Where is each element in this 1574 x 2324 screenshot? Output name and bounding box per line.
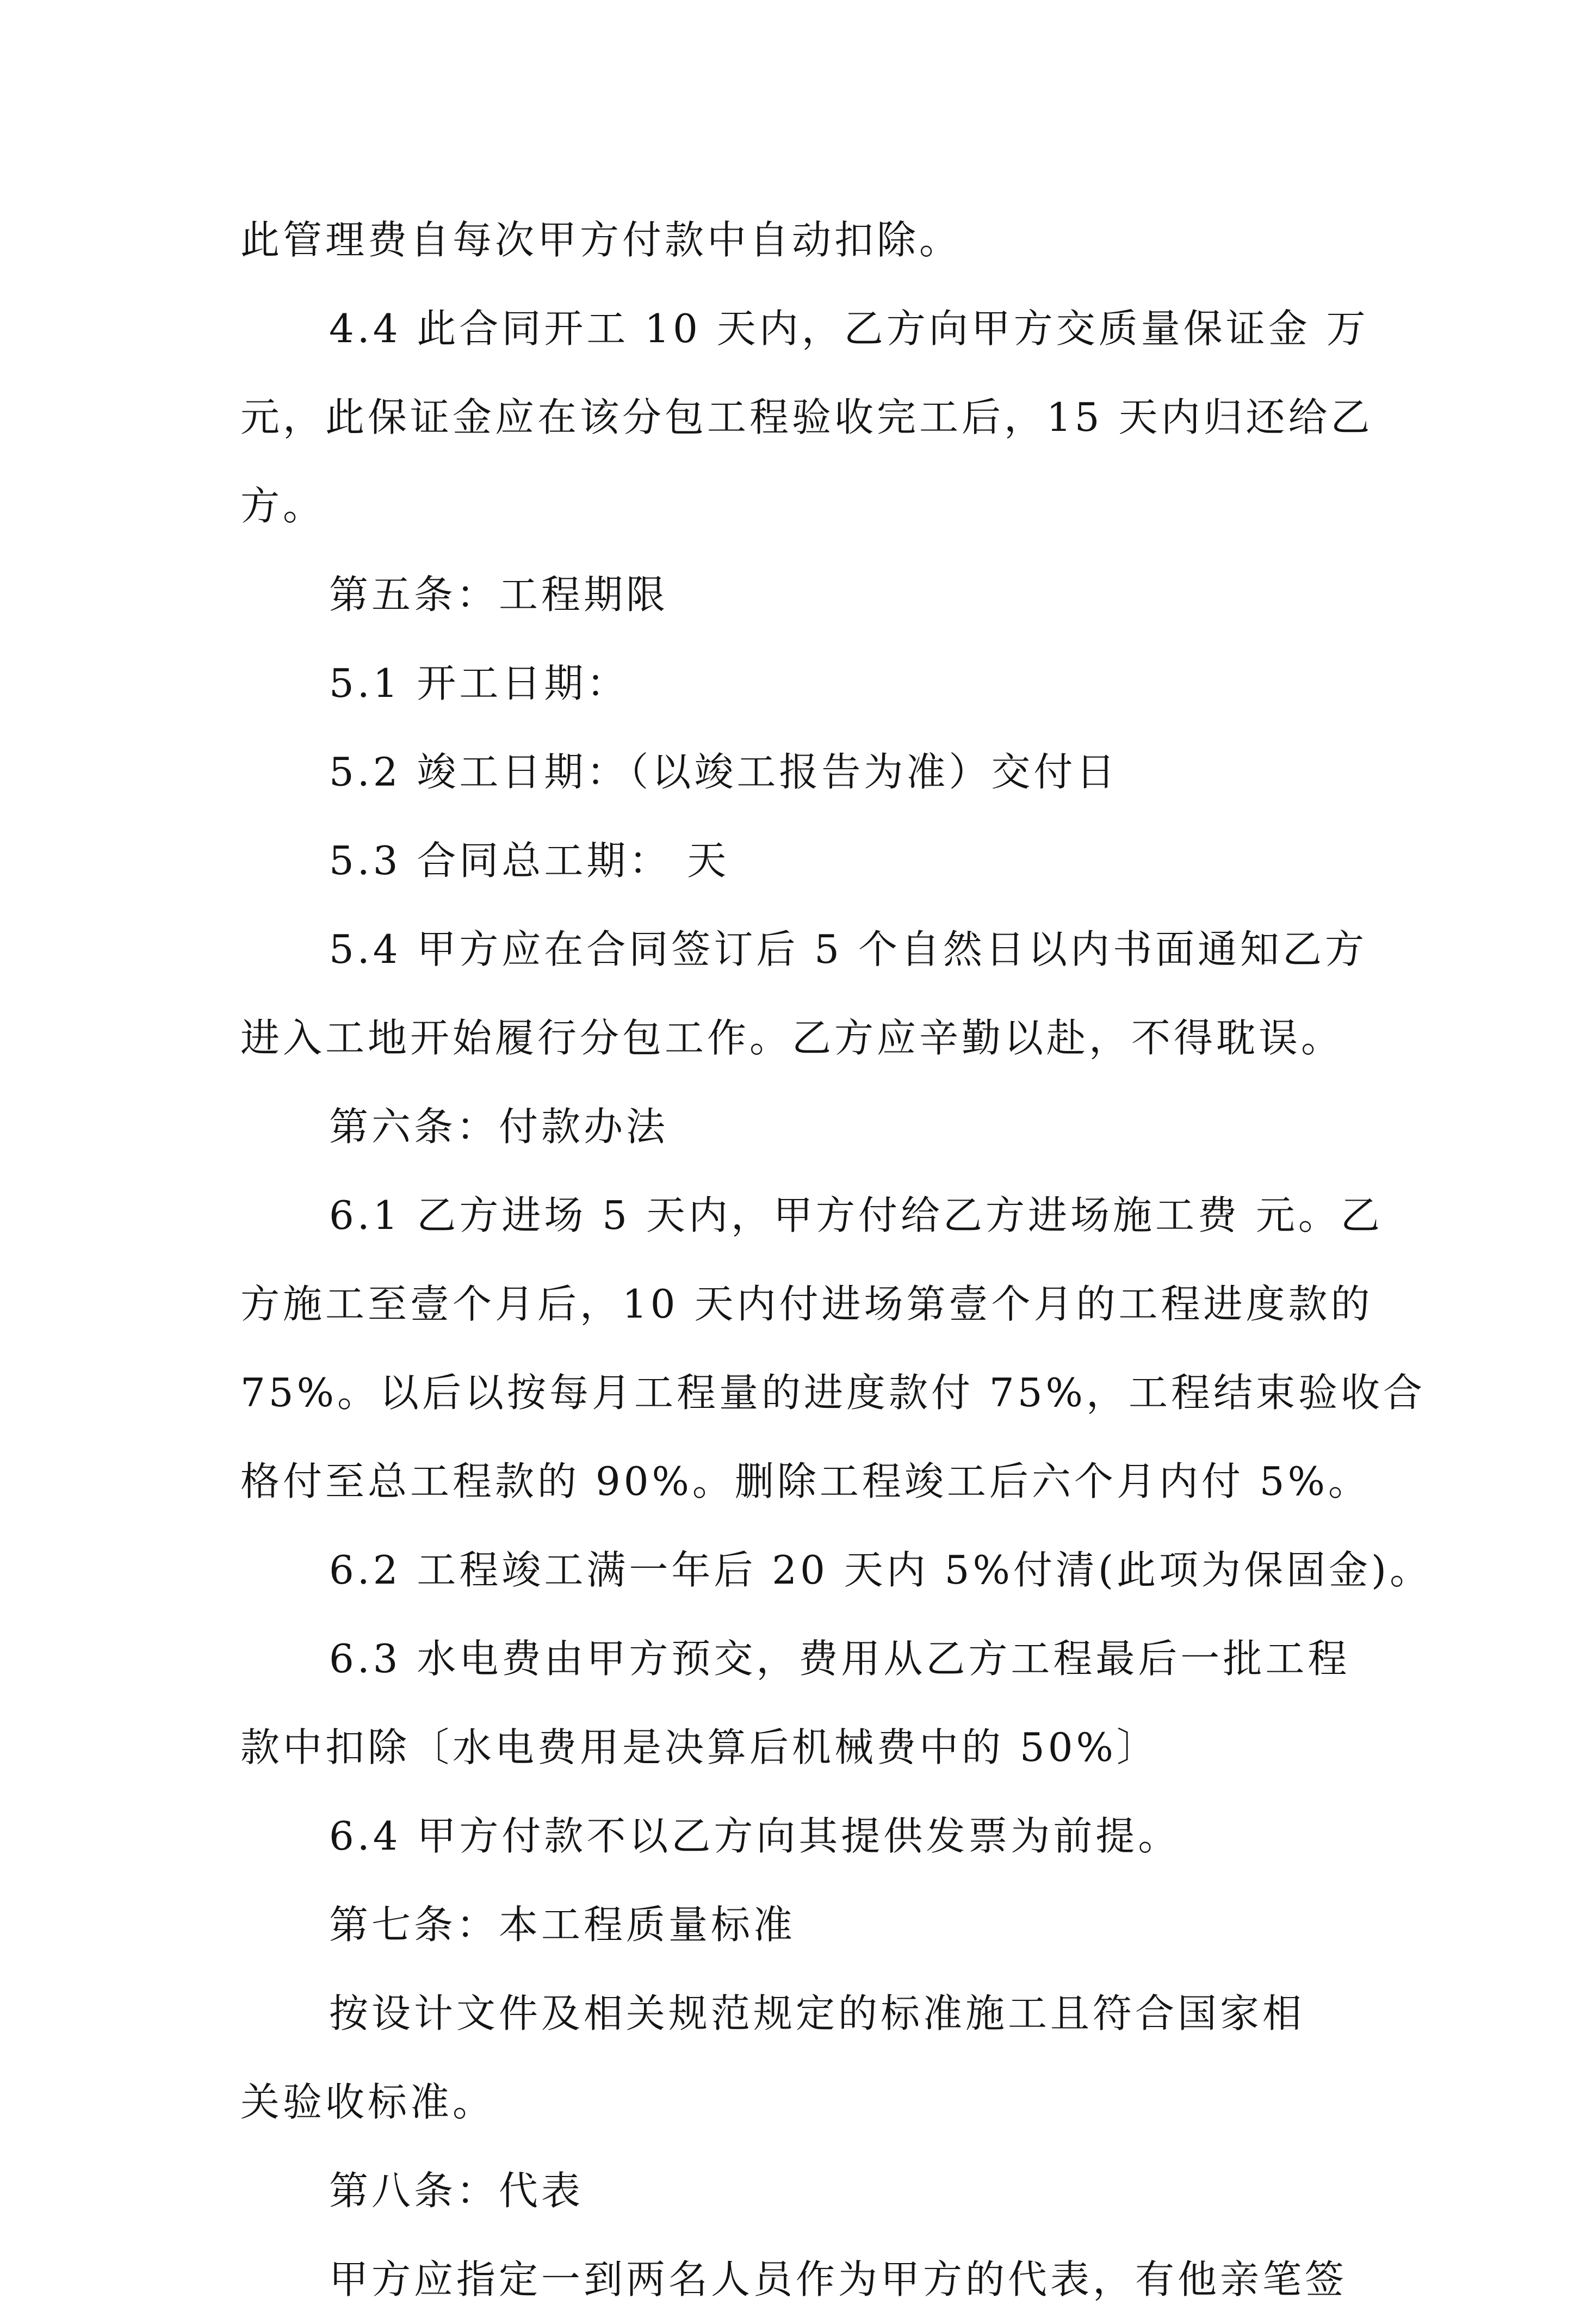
text-line: 此管理费自每次甲方付款中自动扣除。 xyxy=(240,217,962,263)
text-line: 按设计文件及相关规范规定的标准施工且符合国家相 xyxy=(329,1991,1305,2036)
text-line: 6.3 水电费由甲方预交，费用从乙方工程最后一批工程 xyxy=(329,1636,1350,1682)
section-heading: 第六条：付款办法 xyxy=(329,1104,669,1149)
section-heading: 第八条：代表 xyxy=(329,2168,584,2214)
text-line: 款中扣除〔水电费用是决算后机械费中的 50%〕 xyxy=(240,1725,1159,1770)
text-line: 方施工至壹个月后，10 天内付进场第壹个月的工程进度款的 xyxy=(240,1281,1373,1327)
section-heading: 第五条：工程期限 xyxy=(329,572,669,617)
document-body xyxy=(240,196,1433,2324)
text-line: 格付至总工程款的 90%。删除工程竣工后六个月内付 5%。 xyxy=(240,1458,1371,1504)
text-line: 方。 xyxy=(240,483,326,529)
text-line: 6.4 甲方付款不以乙方向其提供发票为前提。 xyxy=(329,1813,1181,1859)
text-line: 6.1 乙方进场 5 天内，甲方付给乙方进场施工费 元。乙 xyxy=(329,1192,1383,1238)
text-line: 5.4 甲方应在合同签订后 5 个自然日以内书面通知乙方 xyxy=(329,926,1367,972)
text-line: 关验收标准。 xyxy=(240,2079,495,2125)
text-line: 4.4 此合同开工 10 天内，乙方向甲方交质量保证金 万 xyxy=(329,306,1369,351)
text-line: 5.2 竣工日期：（以竣工报告为准）交付日 xyxy=(329,749,1119,795)
text-line: 进入工地开始履行分包工作。乙方应辛勤以赴，不得耽误。 xyxy=(240,1015,1344,1061)
text-line: 5.1 开工日期： xyxy=(329,660,629,706)
text-line: 甲方应指定一到两名人员作为甲方的代表，有他亲笔签 xyxy=(329,2257,1348,2302)
text-line: 5.3 合同总工期： 天 xyxy=(329,838,730,883)
section-heading: 第七条：本工程质量标准 xyxy=(329,1902,796,1948)
text-line: 元，此保证金应在该分包工程验收完工后，15 天内归还给乙 xyxy=(240,394,1373,440)
text-line: 6.2 工程竣工满一年后 20 天内 5%付清(此项为保固金)。 xyxy=(329,1547,1433,1593)
text-line: 75%。以后以按每月工程量的进度款付 75%，工程结束验收合 xyxy=(240,1370,1426,1416)
